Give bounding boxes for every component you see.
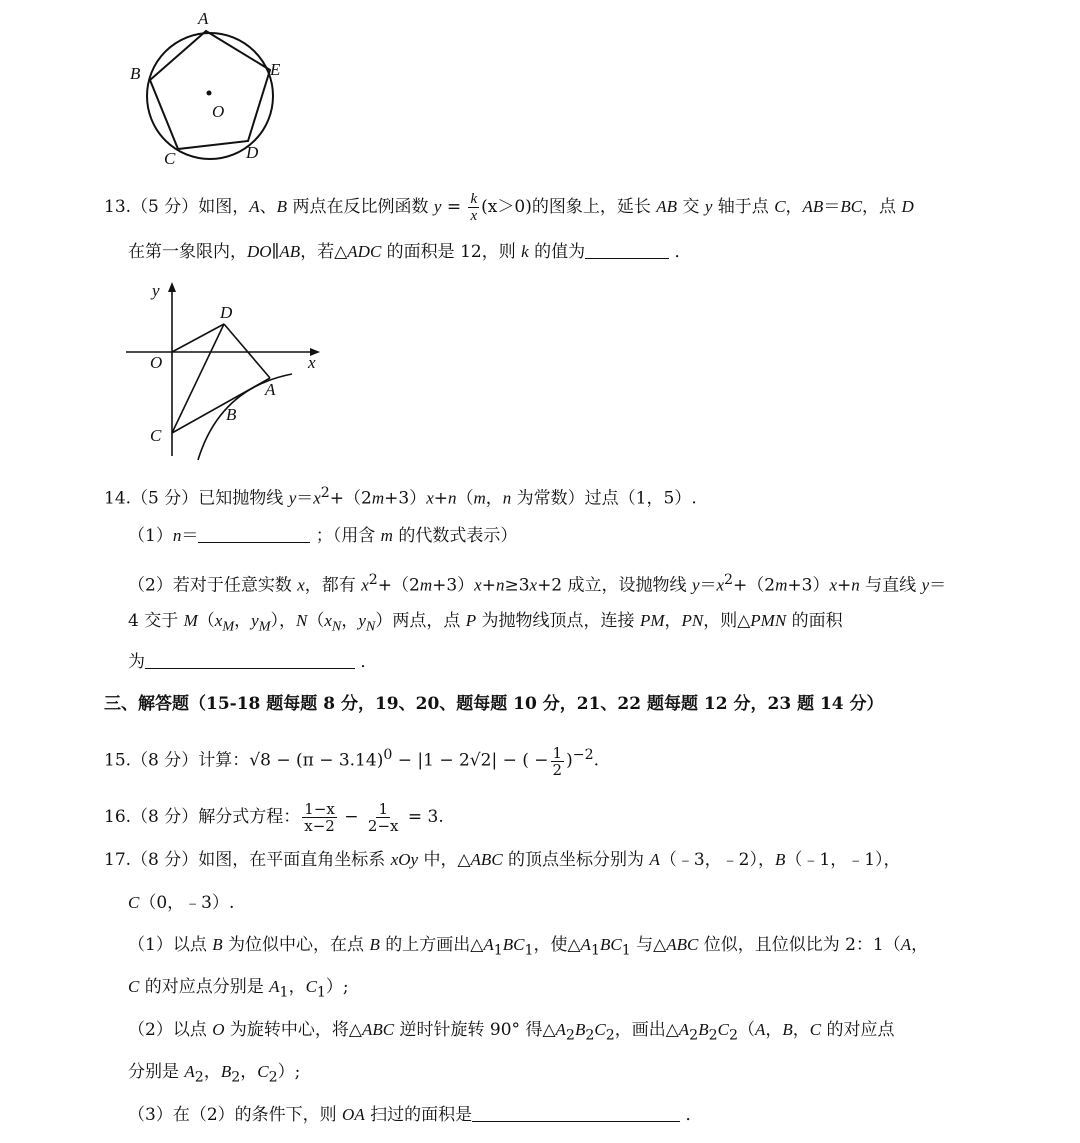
q17-part2-line2: 分别是 $A_2$，$B_2$，$C_2$）; (128, 1062, 301, 1086)
q13-fraction: $\frac{k}{x}$ (470, 191, 478, 224)
q14-line1: 14.（5 分）已知抛物线 $y=x^2+(2m+3)x+n(m$，n 为常数）过点（1，5）. (104, 485, 697, 509)
q16-line: 16.（8 分）解分式方程： $\frac{1-x}{x-2}$ − $\frac{1}{2-x}$ = 3. (104, 800, 444, 835)
q14-part2-line2: 4 交于 $M(x_M$，$y_M$），$N(x_N$，$y_N$）两点，点 P 为抛物线顶点，连接 PM，PN，则△PMN 的面积 (128, 611, 843, 635)
label-d: D (220, 303, 233, 322)
q17-part2-line1: （2）以点 O 为旋转中心，将△ABC 逆时针旋转 90° 得$\triangle A_2B_2C_2$，画出$\triangle A_2B_2C_2(A$，B，C 的对应点 (128, 1020, 895, 1044)
label-a: A (198, 9, 209, 28)
hyperbola-curve (198, 374, 292, 460)
q14-part2-line1: （2）若对于任意实数 x，都有 $x^2+(2m+3)x+n\ge 3x+2$ 成立，设抛物线 $y=x^2+(2m+3)x+n$ 与直线 y＝ (128, 572, 947, 596)
q16-fraction-1: $\frac{1-x}{x-2}$ (304, 800, 335, 835)
label-y: y (152, 281, 160, 300)
label-a: A (265, 380, 276, 399)
label-o: O (150, 353, 163, 372)
coordinate-figure (120, 278, 335, 463)
q16-fraction-2: $\frac{1}{2-x}$ (367, 800, 399, 835)
q13-score: （5 分） (131, 197, 199, 217)
q13-line1: 13.（5 分）如图，A、B 两点在反比例函数 y = $\frac{k}{x}$ (x＞0)的图象上，延长 AB 交 y 轴于点 C，AB＝BC，点 D (104, 191, 914, 224)
q14-part2-blank[interactable] (145, 652, 355, 669)
label-e: E (270, 60, 281, 79)
q13-answer-blank[interactable] (585, 242, 669, 259)
label-d: D (246, 143, 259, 162)
segment-od (172, 324, 224, 352)
label-b: B (226, 405, 237, 424)
q14-number: 14. (104, 488, 132, 509)
q17-part1-line2: C 的对应点分别是 $A_1$，$C_1$）; (128, 977, 349, 1001)
segment-dc (172, 324, 224, 433)
q14-part1: （1）n＝ ；（用含 m 的代数式表示） (128, 526, 518, 546)
label-c: C (164, 149, 176, 168)
q13-line2: 在第一象限内，DO∥AB，若△ADC 的面积是 12，则 k 的值为 ． (128, 242, 692, 262)
circle-pentagon-figure (120, 0, 300, 170)
y-axis-arrow (168, 282, 176, 292)
label-x: x (308, 353, 316, 372)
q17-line1: 17.（8 分）如图，在平面直角坐标系 xOy 中，△ABC 的顶点坐标分别为 A（﹣3，﹣2），B（﹣1，﹣1）， (104, 850, 901, 870)
label-o: O (212, 102, 225, 121)
q17-part3: （3）在（2）的条件下，则 OA 扫过的面积是 ． (128, 1105, 703, 1125)
q17-part1-line1: （1）以点 B 为位似中心，在点 B 的上方画出$\triangle A_1BC_1$，使$\triangle A_1BC_1$ 与△ABC 位似，且位似比为 2：1（A， (128, 935, 929, 959)
label-b: B (130, 64, 141, 83)
q14-part1-blank[interactable] (198, 526, 310, 543)
circumcircle (147, 33, 273, 159)
center-point-o (207, 91, 212, 96)
q17-line2: C（0，﹣3）. (128, 893, 235, 913)
q13-number: 13. (104, 197, 132, 217)
section3-title: 三、解答题（15-18 题每题 8 分，19、20、题每题 10 分，21、22 题每题 12 分，23 题 14 分） (104, 694, 884, 714)
q15-fraction: $\frac{1}{2}$ (552, 743, 563, 779)
q15-line: 15.（8 分）计算：$√8 - (\pi - 3.14)^0 - |1 - 2√2|$ − ( − $\frac{1}{2}$ )$^{-2}$. (104, 743, 599, 779)
q14-part2-line3: 为 ． (128, 652, 378, 672)
segment-da (224, 324, 270, 378)
label-c: C (150, 426, 162, 445)
q17-part3-blank[interactable] (472, 1105, 680, 1122)
